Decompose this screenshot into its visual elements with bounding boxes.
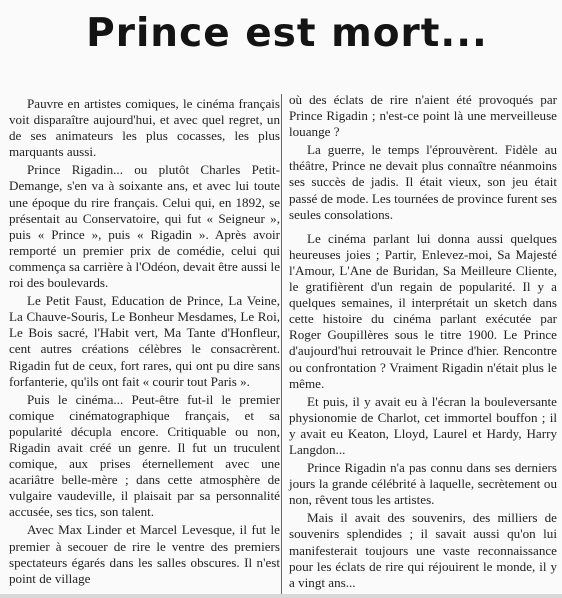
article-column-right <box>289 92 557 593</box>
paragraph: Mais il avait des souvenirs, des milliers de souvenirs splendides ; il savait aussi qu'on lui manifesterait toujours une vaste reconnaissance pour les éclats de rire qui réjouirent le monde, il y a vingt ans... <box>289 510 557 590</box>
paragraph: Prince Rigadin... ou plutôt Charles Petit-Demange, s'en va à soixante ans, et avec lui toute une époque du rire français. Celui qui, en 1892, se présentait au Conservatoire, qui fut « Seigneur », puis « Prince », puis « Rigadin ». Après avoir remporté un premier prix de comédie, celui qui commença sa carrière à l'Odéon, devait être aussi le roi des boulevards. <box>9 162 281 291</box>
scan-edge <box>0 594 562 598</box>
paragraph: Et puis, il y avait eu à l'écran la bouleversante physionomie de Charlot, cet immortel bouffon ; il y avait eu Keaton, Lloyd, Laurel et Hardy, Harry Langdon... <box>289 393 557 457</box>
paragraph: Prince Rigadin n'a pas connu dans ses derniers jours la grande célébrité à laquelle, secrètement ou non, rêvent tous les artistes. <box>289 460 557 508</box>
paragraph: où des éclats de rire n'aient été provoqués par Prince Rigadin ; n'est-ce point là une merveilleuse louange ? <box>289 92 557 140</box>
paragraph: La guerre, le temps l'éprouvèrent. Fidèle au théâtre, Prince ne devait plus connaître néanmoins ses succès de jadis. Il était vieux, son jeu était passé de mode. Les tournées de province furent ses seules consolations. <box>289 142 557 222</box>
paragraph: Le cinéma parlant lui donna aussi quelques heureuses joies ; Partir, Enlevez-moi, Sa Majesté l'Amour, L'Ane de Buridan, Sa Meilleure Cliente, le gratifièrent d'un regain de popularité. Il y a quelques semaines, il interprétait un sketch dans cette histoire du cinéma parlant exécutée par Roger Goupillères sous le titre 1900. Le Prince d'aujourd'hui retrouvait le Prince d'hier. Rencontre ou confrontation ? Vraiment Rigadin n'était plus le même. <box>289 230 557 391</box>
article-column-left <box>9 96 280 589</box>
article-headline: Prince est mort... <box>86 11 488 56</box>
paragraph: Avec Max Linder et Marcel Levesque, il fut le premier à secouer de rire le ventre des premiers spectateurs égarés dans les salles obscures. Il n'est point de village <box>9 522 280 586</box>
paragraph: Puis le cinéma... Peut-être fut-il le premier comique cinématographique français, et sa popularité décupla encore. Critiquable ou non, Rigadin avait créé un genre. Il fut un truculent comique, aux prises éternellement avec une acariâtre belle-mère ; dans cette atmosphère de vulgaire vaudeville, il plaisait par sa personnalité accusée, ses tics, son talent. <box>9 391 280 520</box>
paragraph: Le Petit Faust, Education de Prince, La Veine, La Chauve-Souris, Le Bonheur Mesdames, Le Roi, Le Bois sacré, l'Habit vert, Ma Tante d'Honfleur, cent autres créations célèbres le consacrèrent. Rigadin fut de ceux, fort rares, qui ont pu dire sans forfanterie, qu'ils ont fait « courir tout Paris ». <box>9 293 280 389</box>
paragraph: Pauvre en artistes comiques, le cinéma français voit disparaître aujourd'hui, et avec quel regret, un de ses animateurs les plus cocasses, les plus marquants aussi. <box>9 96 280 160</box>
column-divider <box>281 94 282 594</box>
